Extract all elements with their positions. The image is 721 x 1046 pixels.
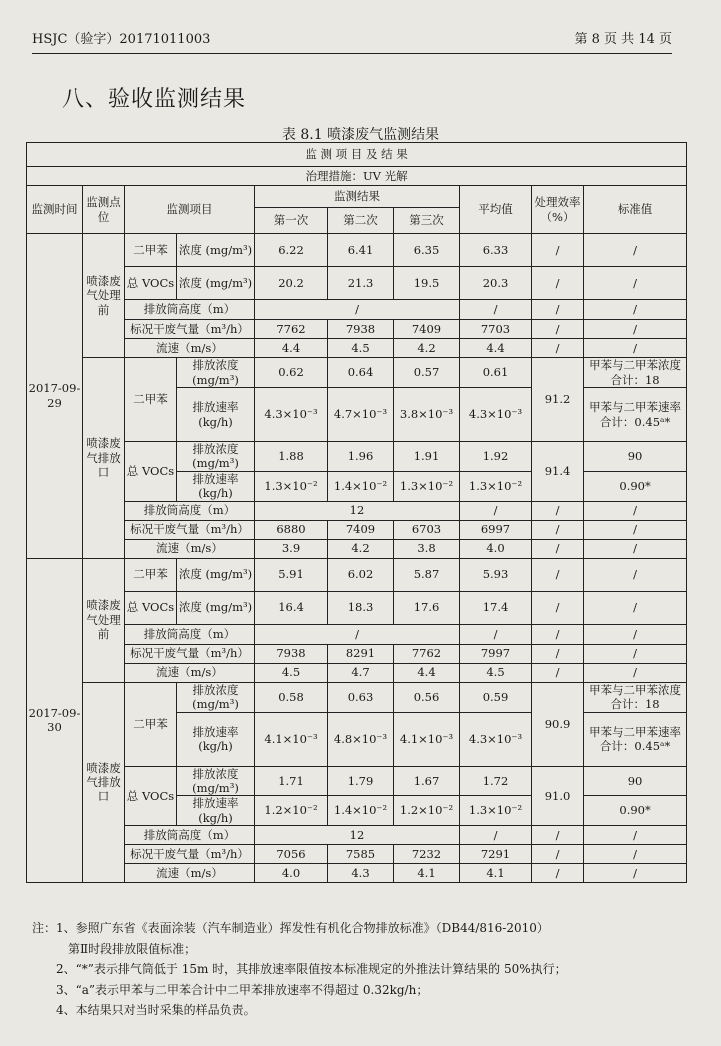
vocs-standard-conc: 90 — [584, 442, 687, 472]
item-stack-height: 排放筒高度（m） — [125, 300, 255, 320]
inlet-flow-value: 7762 — [255, 320, 328, 339]
inlet-flow-value: / — [532, 320, 584, 339]
note-4: 4、本结果只对当时采集的样品负责。 — [56, 1003, 256, 1017]
table-row — [27, 520, 687, 539]
xylene-standard-rate: 甲苯与二甲苯速率合计：0.45ᵃ* — [584, 388, 687, 442]
table-row — [27, 663, 687, 682]
inlet-xylene-value: 5.93 — [460, 558, 532, 591]
outlet-xylene-rate-value: 4.1×10⁻³ — [255, 712, 328, 766]
note-1: 注：1、参照广东省《表面涂装（汽车制造业）挥发性有机化合物排放标准》（DB44/816-2010） — [32, 921, 549, 935]
item-vocs: 总 VOCs — [125, 766, 177, 826]
outlet-xylene-conc-value: 0.64 — [328, 358, 394, 388]
outlet-vocs-rate-value: 1.4×10⁻² — [328, 796, 394, 826]
outlet-stack-value: / — [584, 501, 687, 520]
outlet-xylene-rate-value: 4.8×10⁻³ — [328, 712, 394, 766]
table-title: 表 8.1 喷漆废气监测结果 — [281, 127, 440, 143]
inlet-vocs-value: / — [532, 267, 584, 300]
outlet-xylene-rate-value: 4.1×10⁻³ — [394, 712, 460, 766]
table-row — [27, 826, 687, 845]
inlet-stack-value: / — [584, 300, 687, 320]
item-xylene: 二甲苯 — [125, 558, 177, 591]
item-stack-height: 排放筒高度（m） — [125, 624, 255, 644]
table-row — [27, 320, 687, 339]
inlet-xylene-value: / — [584, 558, 687, 591]
inlet-speed-value: / — [584, 339, 687, 358]
outlet-xylene-conc-value: 0.58 — [255, 682, 328, 712]
item-xylene: 二甲苯 — [125, 234, 177, 267]
outlet-xylene-rate-value: 4.3×10⁻³ — [460, 388, 532, 442]
outlet-stack-value: 12 — [255, 501, 460, 520]
item-flow: 标况干废气量（m³/h） — [125, 520, 255, 539]
inlet-stack-value: / — [460, 300, 532, 320]
col-header-avg: 平均值 — [460, 186, 532, 234]
inlet-flow-value: 8291 — [328, 644, 394, 663]
table-row — [27, 501, 687, 520]
item-vocs: 总 VOCs — [125, 591, 177, 624]
inlet-vocs-value: 21.3 — [328, 267, 394, 300]
sub-ex-rate: 排放速率 (kg/h) — [177, 471, 255, 501]
outlet-xylene-rate-value: 4.7×10⁻³ — [328, 388, 394, 442]
inlet-vocs-value: 17.4 — [460, 591, 532, 624]
table-row — [27, 300, 687, 320]
outlet-stack-value: 12 — [255, 826, 460, 845]
inlet-speed-value: 4.7 — [328, 663, 394, 682]
outlet-flow-value: / — [532, 845, 584, 864]
outlet-stack-value: / — [532, 826, 584, 845]
section-title: 八、验收监测结果 — [62, 87, 247, 112]
item-xylene: 二甲苯 — [125, 358, 177, 442]
item-speed: 流速（m/s） — [125, 339, 255, 358]
point-inlet: 喷漆废气处理前 — [83, 558, 125, 682]
outlet-speed-value: / — [584, 539, 687, 558]
outlet-flow-value: / — [532, 520, 584, 539]
inlet-vocs-value: / — [584, 591, 687, 624]
inlet-speed-value: / — [532, 339, 584, 358]
inlet-speed-value: 4.5 — [460, 663, 532, 682]
outlet-speed-value: 4.1 — [394, 864, 460, 883]
col-header-run1: 第一次 — [255, 208, 328, 234]
col-header-standard: 标准值 — [584, 186, 687, 234]
outlet-vocs-rate-value: 1.3×10⁻² — [460, 796, 532, 826]
page-number: 第 8 页 共 14 页 — [574, 32, 672, 47]
inlet-xylene-value: 6.41 — [328, 234, 394, 267]
xylene-standard-conc: 甲苯与二甲苯浓度合计：18 — [584, 682, 687, 712]
monitoring-results-table — [26, 142, 687, 883]
outlet-vocs-conc-value: 1.92 — [460, 442, 532, 472]
item-speed: 流速（m/s） — [125, 663, 255, 682]
outlet-vocs-efficiency: 91.4 — [532, 442, 584, 502]
inlet-stack-value: / — [460, 624, 532, 644]
sub-conc: 浓度 (mg/m³) — [177, 558, 255, 591]
table-row — [27, 766, 687, 796]
outlet-speed-value: 4.1 — [460, 864, 532, 883]
inlet-vocs-value: 18.3 — [328, 591, 394, 624]
inlet-speed-value: / — [584, 663, 687, 682]
sub-ex-rate: 排放速率 (kg/h) — [177, 712, 255, 766]
table-row — [27, 339, 687, 358]
inlet-xylene-value: / — [532, 558, 584, 591]
monitoring-date: 2017-09-30 — [27, 558, 83, 883]
outlet-flow-value: 6703 — [394, 520, 460, 539]
outlet-flow-value: 6997 — [460, 520, 532, 539]
table-row — [27, 624, 687, 644]
inlet-xylene-value: 5.87 — [394, 558, 460, 591]
inlet-xylene-value: 6.35 — [394, 234, 460, 267]
inlet-vocs-value: 19.5 — [394, 267, 460, 300]
document-number: HSJC（验字）20171011003 — [32, 32, 211, 47]
note-1-cont: 第Ⅱ时段排放限值标准； — [68, 941, 197, 956]
outlet-xylene-conc-value: 0.59 — [460, 682, 532, 712]
outlet-vocs-conc-value: 1.88 — [255, 442, 328, 472]
sub-ex-rate: 排放速率 (kg/h) — [177, 796, 255, 826]
item-vocs: 总 VOCs — [125, 442, 177, 502]
outlet-flow-value: 6880 — [255, 520, 328, 539]
outlet-speed-value: 4.3 — [328, 864, 394, 883]
inlet-flow-value: 7938 — [328, 320, 394, 339]
outlet-speed-value: 3.9 — [255, 539, 328, 558]
outlet-vocs-conc-value: 1.79 — [328, 766, 394, 796]
note-3: 3、“a”表示甲苯与二甲苯合计中二甲苯排放速率不得超过 0.32kg/h； — [56, 982, 429, 997]
sub-conc: 浓度 (mg/m³) — [177, 267, 255, 300]
inlet-speed-value: 4.4 — [394, 663, 460, 682]
outlet-vocs-rate-value: 1.2×10⁻² — [394, 796, 460, 826]
inlet-speed-value: 4.4 — [255, 339, 328, 358]
item-stack-height: 排放筒高度（m） — [125, 501, 255, 520]
point-outlet: 喷漆废气排放口 — [83, 358, 125, 559]
inlet-xylene-value: 6.22 — [255, 234, 328, 267]
outlet-xylene-rate-value: 3.8×10⁻³ — [394, 388, 460, 442]
inlet-flow-value: 7762 — [394, 644, 460, 663]
item-flow: 标况干废气量（m³/h） — [125, 845, 255, 864]
sub-ex-conc: 排放浓度 (mg/m³) — [177, 358, 255, 388]
outlet-flow-value: 7056 — [255, 845, 328, 864]
outlet-vocs-rate-value: 1.4×10⁻² — [328, 471, 394, 501]
inlet-flow-value: 7703 — [460, 320, 532, 339]
inlet-stack-value: / — [584, 624, 687, 644]
inlet-flow-value: / — [584, 320, 687, 339]
outlet-xylene-rate-value: 4.3×10⁻³ — [460, 712, 532, 766]
item-speed: 流速（m/s） — [125, 539, 255, 558]
xylene-standard-rate: 甲苯与二甲苯速率合计：0.45ᵃ* — [584, 712, 687, 766]
outlet-stack-value: / — [584, 826, 687, 845]
outlet-speed-value: 4.2 — [328, 539, 394, 558]
outlet-speed-value: 4.0 — [460, 539, 532, 558]
outlet-flow-value: / — [584, 845, 687, 864]
outlet-vocs-conc-value: 1.91 — [394, 442, 460, 472]
inlet-flow-value: 7938 — [255, 644, 328, 663]
item-stack-height: 排放筒高度（m） — [125, 826, 255, 845]
sub-conc: 浓度 (mg/m³) — [177, 591, 255, 624]
inlet-xylene-value: 6.02 — [328, 558, 394, 591]
outlet-flow-value: 7291 — [460, 845, 532, 864]
table-row — [27, 539, 687, 558]
outlet-vocs-conc-value: 1.72 — [460, 766, 532, 796]
outlet-xylene-conc-value: 0.57 — [394, 358, 460, 388]
table-row — [27, 591, 687, 624]
point-outlet: 喷漆废气排放口 — [83, 682, 125, 883]
outlet-flow-value: 7585 — [328, 845, 394, 864]
inlet-flow-value: 7997 — [460, 644, 532, 663]
item-speed: 流速（m/s） — [125, 864, 255, 883]
table-row — [27, 864, 687, 883]
outlet-speed-value: / — [532, 539, 584, 558]
outlet-xylene-efficiency: 90.9 — [532, 682, 584, 766]
note-2: 2、“*”表示排气筒低于 15m 时，其排放速率限值按本标准规定的外推法计算结果的 50%执行； — [56, 962, 567, 976]
inlet-vocs-value: 20.2 — [255, 267, 328, 300]
outlet-flow-value: 7232 — [394, 845, 460, 864]
inlet-flow-value: / — [532, 644, 584, 663]
treatment-measure: 治理措施：UV 光解 — [27, 167, 687, 186]
outlet-stack-value: / — [532, 501, 584, 520]
sub-ex-conc: 排放浓度 (mg/m³) — [177, 442, 255, 472]
outlet-vocs-rate-value: 1.2×10⁻² — [255, 796, 328, 826]
inlet-stack-value: / — [532, 624, 584, 644]
outlet-xylene-efficiency: 91.2 — [532, 358, 584, 442]
table-row — [27, 644, 687, 663]
outlet-xylene-conc-value: 0.63 — [328, 682, 394, 712]
outlet-speed-value: / — [584, 864, 687, 883]
vocs-standard-rate: 0.90* — [584, 471, 687, 501]
col-header-efficiency: 处理效率（%） — [532, 186, 584, 234]
table-heading: 监 测 项 目 及 结 果 — [27, 143, 687, 167]
table-row — [27, 845, 687, 864]
table-row — [27, 358, 687, 388]
inlet-xylene-value: / — [532, 234, 584, 267]
item-xylene: 二甲苯 — [125, 682, 177, 766]
item-flow: 标况干废气量（m³/h） — [125, 644, 255, 663]
inlet-stack-value: / — [255, 624, 460, 644]
outlet-flow-value: / — [584, 520, 687, 539]
inlet-vocs-value: 17.6 — [394, 591, 460, 624]
col-header-run2: 第二次 — [328, 208, 394, 234]
inlet-speed-value: 4.5 — [255, 663, 328, 682]
sub-conc: 浓度 (mg/m³) — [177, 234, 255, 267]
table-row — [27, 442, 687, 472]
outlet-vocs-conc-value: 1.96 — [328, 442, 394, 472]
item-flow: 标况干废气量（m³/h） — [125, 320, 255, 339]
outlet-vocs-rate-value: 1.3×10⁻² — [460, 471, 532, 501]
sub-ex-conc: 排放浓度 (mg/m³) — [177, 766, 255, 796]
outlet-vocs-conc-value: 1.67 — [394, 766, 460, 796]
item-vocs: 总 VOCs — [125, 267, 177, 300]
notes — [32, 918, 692, 1021]
outlet-xylene-conc-value: 0.56 — [394, 682, 460, 712]
outlet-vocs-rate-value: 1.3×10⁻² — [255, 471, 328, 501]
inlet-speed-value: 4.2 — [394, 339, 460, 358]
outlet-speed-value: 4.0 — [255, 864, 328, 883]
vocs-standard-conc: 90 — [584, 766, 687, 796]
table-row — [27, 234, 687, 267]
inlet-xylene-value: 5.91 — [255, 558, 328, 591]
inlet-stack-value: / — [255, 300, 460, 320]
xylene-standard-conc: 甲苯与二甲苯浓度合计：18 — [584, 358, 687, 388]
outlet-flow-value: 7409 — [328, 520, 394, 539]
outlet-vocs-efficiency: 91.0 — [532, 766, 584, 826]
inlet-vocs-value: 20.3 — [460, 267, 532, 300]
inlet-speed-value: 4.5 — [328, 339, 394, 358]
inlet-flow-value: / — [584, 644, 687, 663]
inlet-vocs-value: / — [532, 591, 584, 624]
inlet-xylene-value: 6.33 — [460, 234, 532, 267]
inlet-vocs-value: / — [584, 267, 687, 300]
outlet-stack-value: / — [460, 501, 532, 520]
inlet-flow-value: 7409 — [394, 320, 460, 339]
outlet-vocs-rate-value: 1.3×10⁻² — [394, 471, 460, 501]
outlet-stack-value: / — [460, 826, 532, 845]
inlet-speed-value: / — [532, 663, 584, 682]
inlet-vocs-value: 16.4 — [255, 591, 328, 624]
sub-ex-conc: 排放浓度 (mg/m³) — [177, 682, 255, 712]
outlet-xylene-conc-value: 0.61 — [460, 358, 532, 388]
outlet-speed-value: / — [532, 864, 584, 883]
inlet-speed-value: 4.4 — [460, 339, 532, 358]
col-header-point: 监测点位 — [83, 186, 125, 234]
outlet-xylene-conc-value: 0.62 — [255, 358, 328, 388]
monitoring-date: 2017-09-29 — [27, 234, 83, 559]
inlet-stack-value: / — [532, 300, 584, 320]
table-row — [27, 267, 687, 300]
point-inlet: 喷漆废气处理前 — [83, 234, 125, 358]
outlet-vocs-conc-value: 1.71 — [255, 766, 328, 796]
col-header-results: 监测结果 — [255, 186, 460, 208]
col-header-time: 监测时间 — [27, 186, 83, 234]
outlet-speed-value: 3.8 — [394, 539, 460, 558]
outlet-xylene-rate-value: 4.3×10⁻³ — [255, 388, 328, 442]
table-row — [27, 682, 687, 712]
col-header-run3: 第三次 — [394, 208, 460, 234]
inlet-xylene-value: / — [584, 234, 687, 267]
col-header-item: 监测项目 — [125, 186, 255, 234]
page-header — [32, 28, 672, 54]
table-row — [27, 558, 687, 591]
vocs-standard-rate: 0.90* — [584, 796, 687, 826]
sub-ex-rate: 排放速率 (kg/h) — [177, 388, 255, 442]
